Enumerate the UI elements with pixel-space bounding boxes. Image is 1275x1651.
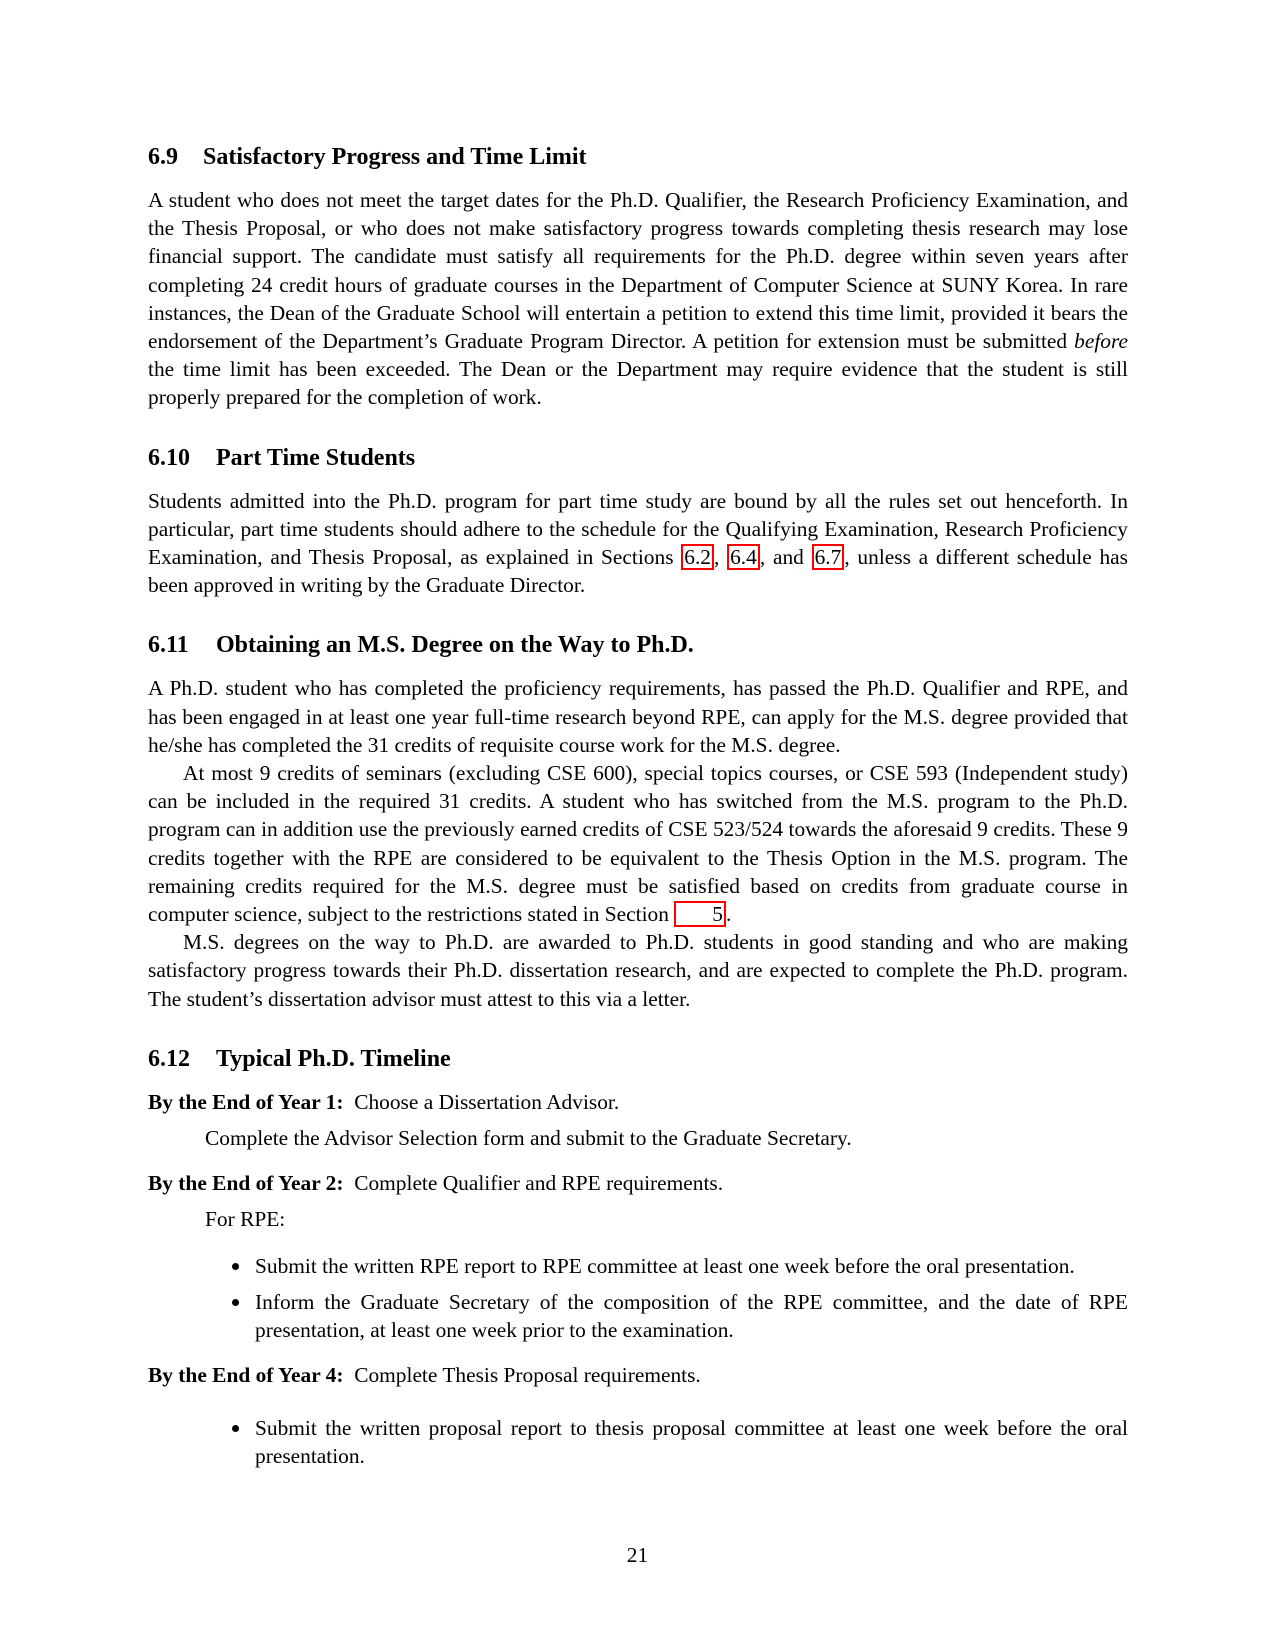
paragraph	[148, 759, 1128, 928]
section-link-6-2[interactable]: 6.2	[681, 544, 714, 570]
list-item-text: Inform the Graduate Secretary of the composition of the RPE committee, and the date of RPE presentation, at least one week prior to the examination.	[255, 1289, 1128, 1343]
timeline-heading	[148, 1169, 1128, 1197]
section-title: Part Time Students	[216, 444, 416, 471]
timeline-goal: Complete Thesis Proposal requirements.	[354, 1363, 701, 1388]
timeline-label: By the End of Year 2:	[148, 1171, 344, 1196]
section-heading	[148, 142, 1128, 172]
section-title: Obtaining an M.S. Degree on the Way to Ph.D.	[216, 632, 694, 659]
paragraph: M.S. degrees on the way to Ph.D. are awarded to Ph.D. students in good standing and who are making satisfactory progress towards their Ph.D. dissertation research, and are expected to complete the Ph.D. program. The student’s dissertation advisor must attest to this via a letter.	[148, 930, 1128, 1011]
page-number: 21	[626, 1543, 649, 1567]
paragraph-text: At most 9 credits of seminars (excluding CSE 600), special topics courses, or CSE 593 (Independent study) can be included in the required 31 credits. A student who has switched from the M.S. program to the Ph.D. program can in addition use the previously earned credits of CSE 523/524 towards the aforesaid 9 credits. These 9 credits together with the RPE are considered to be equivalent to the Thesis Option in the M.S. program. The remaining credits required for the M.S. degree must be satisfied based on credits from graduate course in computer science, subject to the restrictions stated in Section	[148, 761, 1128, 927]
timeline-detail: Complete the Advisor Selection form and submit to the Graduate Secretary.	[205, 1126, 852, 1151]
bullet-list	[148, 1252, 1128, 1345]
timeline-label: By the End of Year 1:	[148, 1089, 344, 1114]
section-link-6-4[interactable]: 6.4	[727, 544, 760, 570]
paragraph: A Ph.D. student who has completed the proficiency requirements, has passed the Ph.D. Qualifier and RPE, and has been engaged in at least one year full-time research beyond RPE, can apply for the M.S. degree provided that he/she has completed the 31 credits of requisite course work for the M.S. degree.	[148, 676, 1128, 757]
list-item	[148, 1414, 1128, 1470]
timeline-goal: Complete Qualifier and RPE requirements.	[354, 1171, 724, 1196]
section-number: 6.10	[148, 444, 190, 471]
section-6-12	[148, 1044, 1128, 1470]
section-link-5[interactable]: 5	[674, 901, 726, 927]
list-item	[148, 1252, 1128, 1280]
paragraph-text: .	[726, 902, 732, 927]
section-title: Typical Ph.D. Timeline	[216, 1045, 451, 1072]
timeline-heading	[148, 1088, 1128, 1116]
section-link-6-7[interactable]: 6.7	[812, 544, 845, 570]
section-6-9	[148, 142, 1128, 412]
section-number: 6.9	[148, 144, 178, 170]
timeline-year-4	[148, 1361, 1128, 1470]
list-item-text: Submit the written proposal report to thesis proposal committee at least one week before the oral presentation.	[255, 1415, 1128, 1468]
timeline-heading	[148, 1361, 1128, 1389]
bullet-icon	[232, 1425, 239, 1432]
section-number: 6.11	[148, 632, 189, 659]
bullet-icon	[232, 1299, 239, 1306]
bullet-icon	[232, 1263, 239, 1270]
paragraph	[148, 186, 1128, 412]
section-title: Satisfactory Progress and Time Limit	[203, 144, 587, 170]
paragraph-text: the time limit has been exceeded. The Dean or the Department may require evidence that the student is still properly prepared for the completion of work.	[148, 357, 1128, 410]
emphasis-text: before	[1074, 329, 1128, 354]
paragraph-text: , unless a different schedule has been approved in writing by the Graduate Director.	[148, 545, 1128, 598]
section-heading	[148, 630, 1128, 660]
document-page	[148, 142, 1128, 1501]
bullet-list	[148, 1414, 1128, 1470]
timeline-goal: Choose a Dissertation Advisor.	[354, 1089, 620, 1114]
timeline-label: By the End of Year 4:	[148, 1363, 344, 1388]
section-6-11	[148, 630, 1128, 1012]
timeline-detail: For RPE:	[205, 1207, 286, 1232]
section-number: 6.12	[148, 1045, 190, 1072]
paragraph-text: A student who does not meet the target dates for the Ph.D. Qualifier, the Research Proficiency Examination, and the Thesis Proposal, or who does not make satisfactory progress towards completing thesis research may lose financial support. The candidate must satisfy all requirements for the Ph.D. degree within seven years after completing 24 credit hours of graduate courses in the Department of Computer Science at SUNY Korea. In rare instances, the Dean of the Graduate School will entertain a petition to extend this time limit, provided it bears the endorsement of the Department’s Graduate Program Director. A petition for extension must be submitted	[148, 188, 1128, 354]
paragraph-text: Students admitted into the Ph.D. program for part time study are bound by all the rules set out henceforth. In particular, part time students should adhere to the schedule for the Qualifying Examination, Research Proficiency Examination, and Thesis Proposal, as explained in Sections	[148, 488, 1128, 570]
timeline-year-1	[148, 1088, 1128, 1152]
list-item-text: Submit the written RPE report to RPE committee at least one week before the oral presentation.	[255, 1253, 1075, 1278]
paragraph-text: , and	[759, 545, 812, 570]
list-item	[148, 1288, 1128, 1344]
timeline-year-2	[148, 1169, 1128, 1344]
section-heading	[148, 443, 1128, 473]
paragraph-text: ,	[714, 545, 728, 570]
section-heading	[148, 1044, 1128, 1074]
section-6-10	[148, 443, 1128, 600]
paragraph	[148, 487, 1128, 600]
